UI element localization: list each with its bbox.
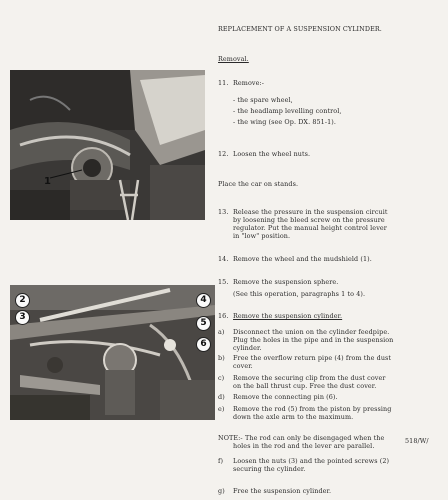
step-f-label: f) — [218, 457, 224, 465]
figure-1-photo — [10, 70, 205, 220]
step-14-text: Remove the wheel and the mudshield (1). — [233, 255, 372, 263]
step-e-label: e) — [218, 405, 225, 413]
step-f-line-1: Loosen the nuts (3) and the pointed screws (2) — [233, 457, 390, 465]
step-g-line-1: Free the suspension cylinder. — [233, 487, 332, 495]
figure-2-callout-2: 2 — [15, 293, 30, 308]
figure-1-illustration — [10, 70, 205, 220]
figure-2-callout-3: 3 — [15, 310, 30, 325]
step-a-line-3: cylinder. — [233, 344, 262, 352]
step-13-number: 13. — [218, 208, 229, 216]
step-d-line-1: Remove the connecting pin (6). — [233, 393, 338, 401]
step-15-sub: (See this operation, paragraphs 1 to 4). — [233, 290, 366, 298]
note-line-1: The rod can only be disengaged when the — [245, 434, 385, 442]
figure-2-illustration — [10, 285, 215, 420]
step-e-line-2: down the axle arm to the maximum. — [233, 413, 354, 421]
step-12-number: 12. — [218, 150, 229, 158]
removal-heading: Removal. — [218, 55, 249, 63]
step-c-line-1: Remove the securing clip from the dust cover — [233, 374, 386, 382]
figure-2-callout-5: 5 — [196, 316, 211, 331]
step-12-text: Loosen the wheel nuts. — [233, 150, 311, 158]
step-b-line-2: cover. — [233, 362, 253, 370]
step-c-label: c) — [218, 374, 225, 382]
step-c-line-2: on the ball thrust cup. Free the dust cover. — [233, 382, 377, 390]
step-14-number: 14. — [218, 255, 229, 263]
step-b-label: b) — [218, 354, 225, 362]
step-13-line-4: in "low" position. — [233, 232, 291, 240]
step-a-label: a) — [218, 328, 225, 336]
step-a-line-2: Plug the holes in the pipe and in the suspension — [233, 336, 394, 344]
figure-2-callout-6: 6 — [196, 337, 211, 352]
step-11-item-1: - the spare wheel, — [233, 96, 293, 104]
figure-2-photo — [10, 285, 215, 420]
step-11-number: 11. — [218, 79, 229, 87]
step-16-text: Remove the suspension cylinder. — [233, 312, 343, 320]
step-e-line-1: Remove the rod (5) from the piston by pressing — [233, 405, 392, 413]
place-on-stands: Place the car on stands. — [218, 180, 299, 188]
note-line-2: holes in the rod and the lever are parallel. — [233, 442, 375, 450]
step-15-text: Remove the suspension sphere. — [233, 278, 339, 286]
step-f-line-2: securing the cylinder. — [233, 465, 306, 473]
step-11-text: Remove:- — [233, 79, 265, 87]
step-11-item-2: - the headlamp levelling control, — [233, 107, 342, 115]
page-title: REPLACEMENT OF A SUSPENSION CYLINDER. — [218, 25, 382, 33]
figure-1-callout: 1 — [44, 176, 51, 187]
page-reference: 518/W/ — [405, 437, 429, 445]
step-g-label: g) — [218, 487, 225, 495]
step-a-line-1: Disconnect the union on the cylinder feedpipe. — [233, 328, 390, 336]
step-13-line-2: by loosening the bleed screw on the pressure — [233, 216, 385, 224]
step-16-number: 16. — [218, 312, 229, 320]
step-15-number: 15. — [218, 278, 229, 286]
step-11-item-3: - the wing (see Op. DX. 851-1). — [233, 118, 336, 126]
step-d-label: d) — [218, 393, 225, 401]
note-label: NOTE:- — [218, 434, 243, 442]
step-13-line-1: Release the pressure in the suspension circuit — [233, 208, 388, 216]
figure-2-callout-4: 4 — [196, 293, 211, 308]
step-13-line-3: regulator. Put the manual height control lever — [233, 224, 387, 232]
step-b-line-1: Free the overflow return pipe (4) from the dust — [233, 354, 392, 362]
